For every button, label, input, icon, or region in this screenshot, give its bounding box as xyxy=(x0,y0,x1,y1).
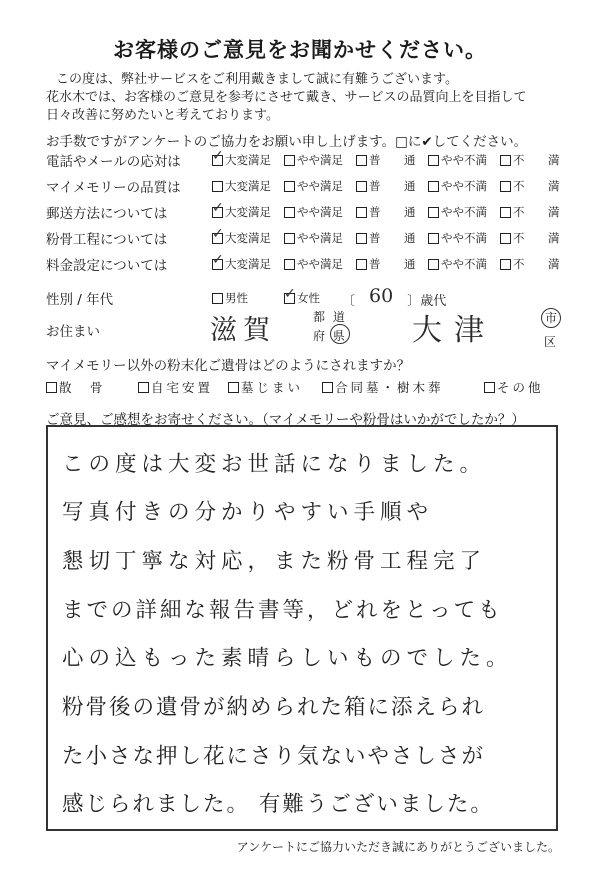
rating-option[interactable] xyxy=(428,178,487,194)
rating-checkbox[interactable] xyxy=(356,207,367,218)
city-suffix-circled: 市 xyxy=(541,308,561,328)
rating-option-label: 大変満足 xyxy=(225,179,271,193)
rating-checkbox[interactable] xyxy=(500,155,511,166)
rating-checkbox[interactable] xyxy=(284,207,295,218)
male-checkbox[interactable] xyxy=(212,293,223,304)
rating-checkbox[interactable] xyxy=(212,259,223,270)
male-label: 男性 xyxy=(225,291,248,305)
comment-line: 心の込もった素晴らしいものでした。 xyxy=(62,646,513,671)
rating-option-label: 大変満足 xyxy=(225,153,271,167)
gender-male-option[interactable] xyxy=(212,290,248,306)
female-label: 女性 xyxy=(297,291,320,305)
rating-option-label: 不 満 xyxy=(513,257,566,271)
rating-option-label: やや満足 xyxy=(297,257,343,271)
rating-option-label: やや満足 xyxy=(297,153,343,167)
rating-option-label: 不 満 xyxy=(513,153,566,167)
remains-checkbox[interactable] xyxy=(228,382,239,393)
remains-option-label: その他 xyxy=(497,380,544,395)
gender-age-label: 性別 / 年代 xyxy=(46,292,114,308)
remains-checkbox[interactable] xyxy=(484,382,495,393)
rating-checkbox[interactable] xyxy=(428,155,439,166)
remains-option[interactable] xyxy=(322,378,444,396)
rating-option-label: 普 通 xyxy=(369,179,422,193)
rating-option[interactable] xyxy=(284,256,343,272)
remains-question: マイメモリー以外の粉末化ご遺骨はどのようにされますか？ xyxy=(46,358,411,374)
rating-option-label: 普 通 xyxy=(369,153,422,167)
comment-prompt: ご意見、ご感想をお寄せください。（マイメモリーや粉骨はいかがでしたか？） xyxy=(46,412,525,428)
rating-checkbox[interactable] xyxy=(428,181,439,192)
gender-female-option[interactable] xyxy=(284,290,320,306)
address-city: 大津 xyxy=(412,313,496,348)
rating-checkbox[interactable] xyxy=(500,259,511,270)
remains-option[interactable] xyxy=(228,378,303,396)
rating-checkbox[interactable] xyxy=(284,155,295,166)
rating-option-label: やや不満 xyxy=(441,257,487,271)
rating-option[interactable] xyxy=(428,256,487,272)
rating-option[interactable] xyxy=(212,152,271,168)
age-bracket-open: 〔 xyxy=(342,293,356,309)
intro-line-2: 花水木では、お客様のご意見を参考にさせて戴き、サービスの品質向上を目指して xyxy=(46,90,527,105)
remains-option-label: 散 骨 xyxy=(59,380,106,395)
rating-option[interactable] xyxy=(500,230,566,246)
rating-option[interactable] xyxy=(284,152,343,168)
address-label: お住まい xyxy=(46,324,100,340)
pref-circle-mark xyxy=(330,324,350,344)
comment-line: 粉骨後の遺骨が納められた箱に添えられ xyxy=(62,695,486,720)
rating-option-label: やや不満 xyxy=(441,153,487,167)
intro-line-1: この度は、弊社サービスをご利用戴きまして誠に有難うございます。 xyxy=(56,72,458,87)
rating-option[interactable] xyxy=(356,256,422,272)
rating-row-label: マイメモリーの品質は xyxy=(46,180,181,196)
rating-checkbox[interactable] xyxy=(356,181,367,192)
comment-line: 感じられました。 有難うございました。 xyxy=(62,792,494,817)
age-value: 60 xyxy=(369,285,394,307)
rating-row-label: 郵送方法については xyxy=(46,206,168,222)
rating-option[interactable] xyxy=(356,230,422,246)
rating-checkbox[interactable] xyxy=(428,233,439,244)
remains-option-label: 合同墓・樹木葬 xyxy=(335,380,444,395)
rating-checkbox[interactable] xyxy=(500,233,511,244)
rating-option-label: 不 満 xyxy=(513,231,566,245)
rating-row-label: 料金設定については xyxy=(46,258,168,274)
rating-option-label: 普 通 xyxy=(369,231,422,245)
rating-option[interactable] xyxy=(284,178,343,194)
rating-row-label: 電話やメールの応対は xyxy=(46,154,181,170)
remains-option-label: 墓じまい xyxy=(241,380,304,395)
comment-line: この度は大変お世話になりました。 xyxy=(62,452,487,477)
age-suffix: 〕歳代 xyxy=(407,293,447,309)
rating-option[interactable] xyxy=(284,204,343,220)
rating-checkbox[interactable] xyxy=(356,155,367,166)
rating-option-label: 大変満足 xyxy=(225,257,271,271)
rating-checkbox[interactable] xyxy=(284,181,295,192)
rating-option-label: やや満足 xyxy=(297,205,343,219)
comment-line: までの詳細な報告書等，どれをとっても xyxy=(62,598,503,623)
rating-checkbox[interactable] xyxy=(212,233,223,244)
rating-option[interactable] xyxy=(212,256,271,272)
rating-option[interactable] xyxy=(356,204,422,220)
rating-option[interactable] xyxy=(500,204,566,220)
rating-option[interactable] xyxy=(212,230,271,246)
ward-suffix: 区 xyxy=(544,335,557,349)
rating-checkbox[interactable] xyxy=(500,181,511,192)
page-title: お客様のご意見をお聞かせください。 xyxy=(113,38,487,62)
rating-checkbox[interactable] xyxy=(428,207,439,218)
comment-line: 写真付きの分かりやすい手順や xyxy=(62,500,434,525)
rating-checkbox[interactable] xyxy=(212,155,223,166)
rating-checkbox[interactable] xyxy=(428,259,439,270)
female-checkbox[interactable] xyxy=(284,293,295,304)
remains-checkbox[interactable] xyxy=(138,382,149,393)
remains-option[interactable] xyxy=(138,378,213,396)
rating-option[interactable] xyxy=(428,230,487,246)
rating-option-label: やや不満 xyxy=(441,231,487,245)
pref-suffix-bottom: 府 県 xyxy=(313,329,347,343)
remains-option-label: 自宅安置 xyxy=(151,380,214,395)
comment-line: た小さな押し花にさり気ないやさしさが xyxy=(62,744,486,769)
intro-line-3: 日々改善に努めたいと考えております。 xyxy=(46,108,279,123)
rating-option[interactable] xyxy=(284,230,343,246)
rating-option[interactable] xyxy=(356,152,422,168)
rating-checkbox[interactable] xyxy=(212,181,223,192)
rating-option[interactable] xyxy=(356,178,422,194)
pref-suffix-top: 都 道 xyxy=(313,310,347,324)
rating-checkbox[interactable] xyxy=(356,259,367,270)
rating-row-label: 粉骨工程については xyxy=(46,232,168,248)
rating-checkbox[interactable] xyxy=(500,207,511,218)
rating-option[interactable] xyxy=(500,256,566,272)
address-prefecture: 滋賀 xyxy=(210,315,276,346)
rating-option-label: やや満足 xyxy=(297,231,343,245)
survey-prompt: お手数ですがアンケートのご協力をお願い申し上げます。□に✔してください。 xyxy=(46,134,528,150)
comment-box[interactable] xyxy=(46,425,558,831)
rating-option-label: 大変満足 xyxy=(225,205,271,219)
rating-option-label: 普 通 xyxy=(369,205,422,219)
rating-option[interactable] xyxy=(212,178,271,194)
rating-option-label: 不 満 xyxy=(513,179,566,193)
rating-option-label: やや不満 xyxy=(441,205,487,219)
rating-option[interactable] xyxy=(500,178,566,194)
rating-option-label: やや不満 xyxy=(441,179,487,193)
rating-checkbox[interactable] xyxy=(284,233,295,244)
footer-thanks: アンケートにご協力いただき誠にありがとうございました。 xyxy=(236,840,560,854)
remains-option[interactable] xyxy=(484,378,544,396)
rating-option[interactable] xyxy=(428,152,487,168)
rating-option-label: 不 満 xyxy=(513,205,566,219)
remains-option[interactable] xyxy=(46,378,106,396)
comment-line: 懇切丁寧な対応，また粉骨工程完了 xyxy=(62,549,487,574)
rating-option-label: やや満足 xyxy=(297,179,343,193)
rating-checkbox[interactable] xyxy=(356,233,367,244)
rating-option[interactable] xyxy=(500,152,566,168)
remains-checkbox[interactable] xyxy=(46,382,57,393)
rating-option-label: 普 通 xyxy=(369,257,422,271)
rating-option[interactable] xyxy=(212,204,271,220)
rating-option-label: 大変満足 xyxy=(225,231,271,245)
rating-checkbox[interactable] xyxy=(284,259,295,270)
rating-option[interactable] xyxy=(428,204,487,220)
remains-checkbox[interactable] xyxy=(322,382,333,393)
rating-checkbox[interactable] xyxy=(212,207,223,218)
